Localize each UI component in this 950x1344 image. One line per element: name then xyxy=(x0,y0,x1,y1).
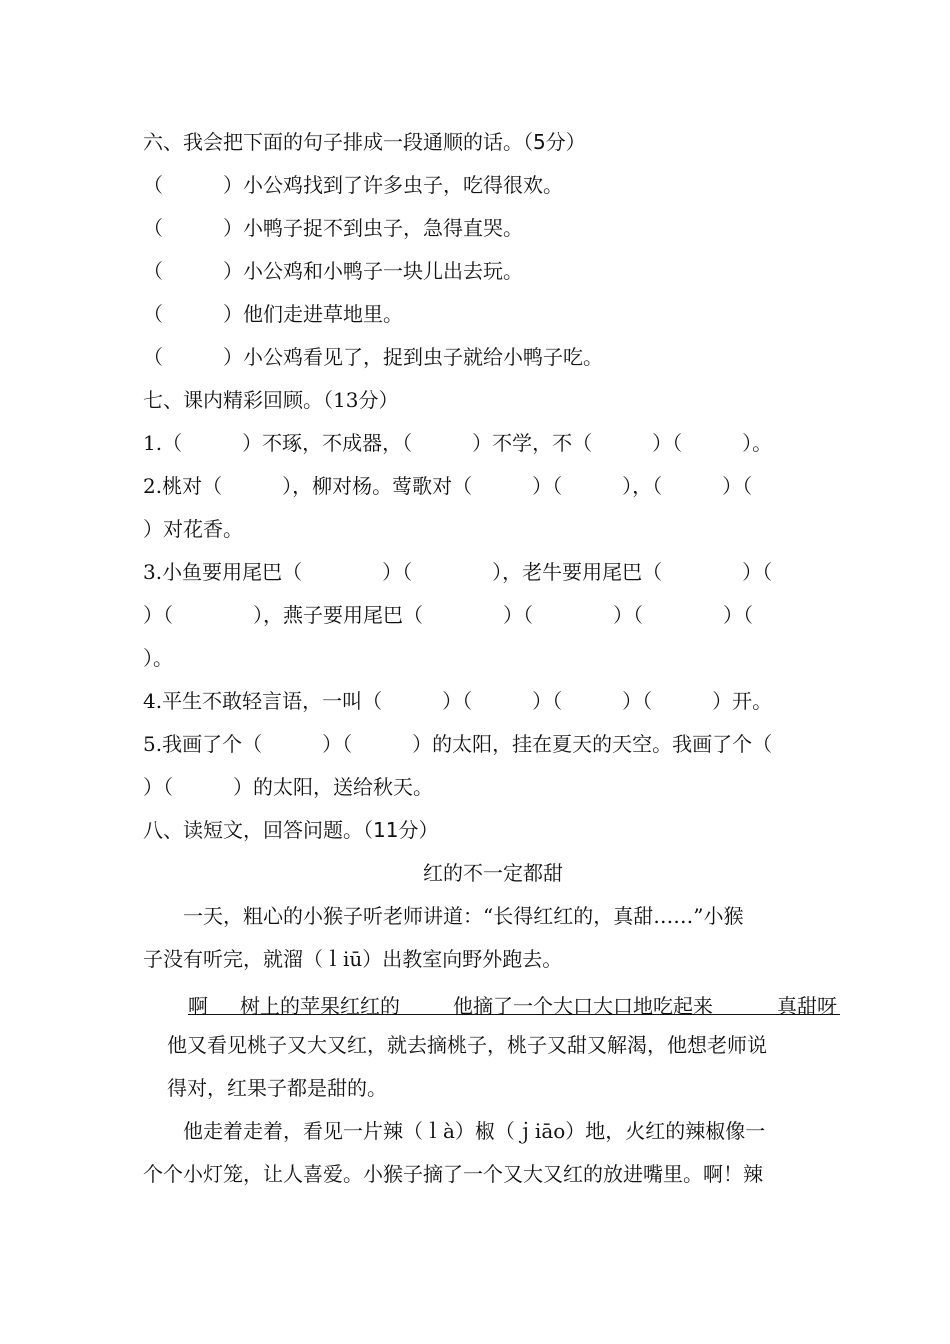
section-7-heading: 七、课内精彩回顾。（13分） xyxy=(143,388,399,412)
recall-line-5: 5.我画了个（ ）（ ）的太阳，挂在夏天的天空。我画了个（ xyxy=(143,732,773,756)
section-8-heading: 八、读短文，回答问题。（11分） xyxy=(143,818,439,842)
answer-underline xyxy=(188,1014,840,1015)
underlined-sentence-3: 他摘了一个大口大口地吃起来 xyxy=(453,994,713,1018)
section-6-heading: 六、我会把下面的句子排成一段通顺的话。（5分） xyxy=(143,130,586,154)
recall-line-1: 1.（ ）不琢，不成器，（ ）不学，不（ ）（ ）。 xyxy=(143,431,773,455)
story-para-3-line-1: 他走着走着，看见一片辣（ｌà）椒（ｊiāo）地，火红的辣椒像一 xyxy=(143,1119,766,1143)
underlined-sentence-1: 啊 xyxy=(188,994,208,1018)
recall-line-2-cont: ）对花香。 xyxy=(143,517,243,541)
recall-line-4: 4.平生不敢轻言语，一叫（ ）（ ）（ ）（ ）开。 xyxy=(143,689,773,713)
recall-line-5-cont: ）（ ）的太阳，送给秋天。 xyxy=(143,775,433,799)
ordering-item-5: （ ）小公鸡看见了，捉到虫子就给小鸭子吃。 xyxy=(143,345,603,369)
story-para-1-line-2: 子没有听完，就溜（ｌiū）出教室向野外跑去。 xyxy=(143,947,563,971)
story-para-1-line-1: 一天，粗心的小猴子听老师讲道：“长得红红的，真甜……”小猴 xyxy=(143,904,744,928)
story-para-2-line-1: 他又看见桃子又大又红，就去摘桃子，桃子又甜又解渴，他想老师说 xyxy=(167,1033,767,1057)
story-para-3-line-2: 个个小灯笼，让人喜爱。小猴子摘了一个又大又红的放进嘴里。啊！辣 xyxy=(143,1162,763,1186)
ordering-item-2: （ ）小鸭子捉不到虫子，急得直哭。 xyxy=(143,216,523,240)
underlined-sentence-2: 树上的苹果红红的 xyxy=(240,994,400,1018)
recall-line-3: 3.小鱼要用尾巴（ ）（ ），老牛要用尾巴（ ）（ xyxy=(143,560,773,584)
recall-line-3-end: ）。 xyxy=(143,646,173,670)
ordering-item-4: （ ）他们走进草地里。 xyxy=(143,302,403,326)
recall-line-3-cont: ）（ ），燕子要用尾巴（ ）（ ）（ ）（ xyxy=(143,603,753,627)
ordering-item-1: （ ）小公鸡找到了许多虫子，吃得很欢。 xyxy=(143,173,563,197)
ordering-item-3: （ ）小公鸡和小鸭子一块儿出去玩。 xyxy=(143,259,523,283)
story-title: 红的不一定都甜 xyxy=(423,861,563,885)
story-para-2-line-2: 得对，红果子都是甜的。 xyxy=(167,1076,387,1100)
recall-line-2: 2.桃对（ ），柳对杨。莺歌对（ ）（ ），（ ）（ xyxy=(143,474,753,498)
underlined-sentence-4: 真甜呀 xyxy=(777,994,837,1018)
